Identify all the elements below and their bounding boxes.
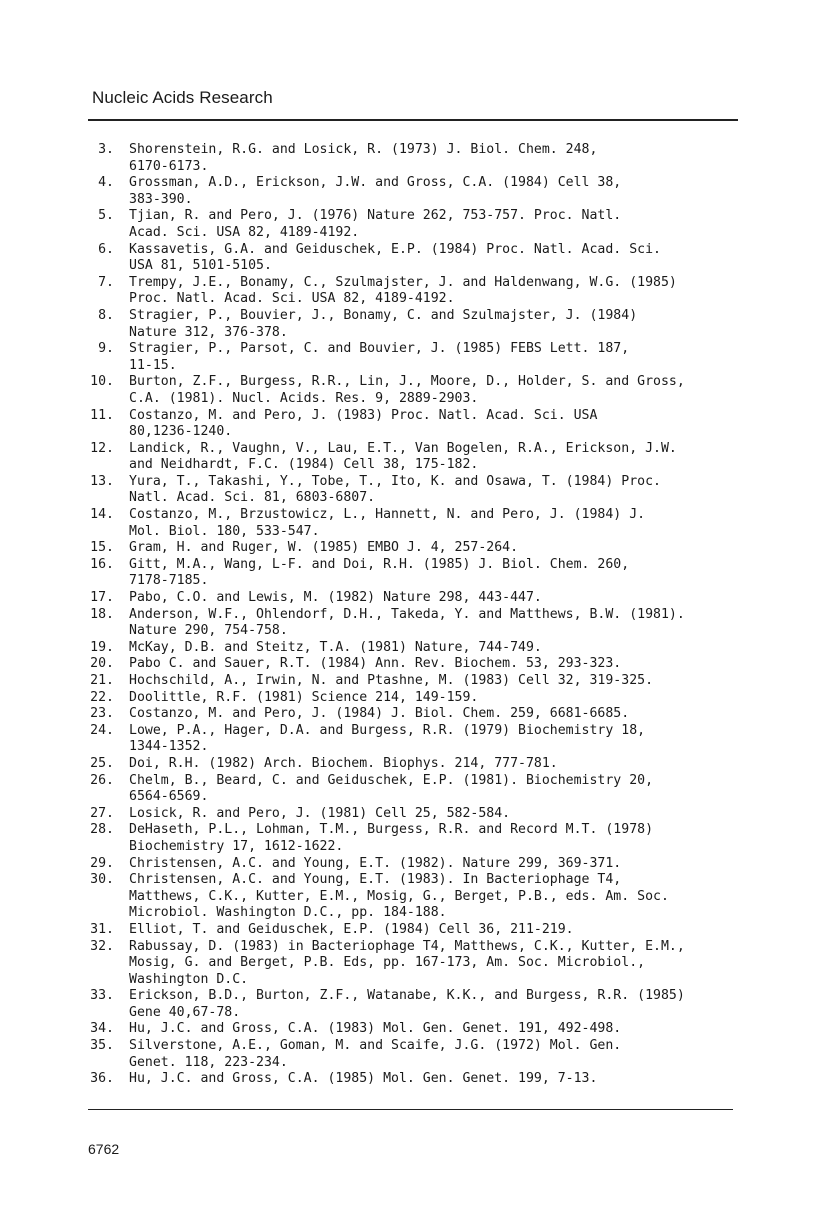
reference-item [80,939,740,989]
reference-text: Hu, J.C. and Gross, C.A. (1983) Mol. Gen. Genet. 191, 492-498. [129,1021,622,1037]
reference-item [80,673,740,690]
reference-text: Losick, R. and Pero, J. (1981) Cell 25, 582-584. [129,805,511,821]
reference-item [80,242,740,275]
reference-item [80,374,740,407]
reference-number: 26. [90,772,114,788]
journal-title: Nucleic Acids Research [92,88,273,107]
reference-list [80,142,740,1088]
reference-text: Kassavetis, G.A. and Geiduschek, E.P. (1984) Proc. Natl. Acad. Sci. USA 81, 5101-5105. [129,241,661,274]
reference-item [80,557,740,590]
reference-item [80,773,740,806]
page-number: 6762 [88,1141,120,1157]
reference-item [80,507,740,540]
reference-text: Pabo C. and Sauer, R.T. (1984) Ann. Rev. Biochem. 53, 293-323. [129,656,622,672]
reference-number: 22. [90,689,114,705]
reference-item [80,208,740,241]
reference-number: 35. [90,1038,114,1054]
reference-text: Hochschild, A., Irwin, N. and Ptashne, M. (1983) Cell 32, 319-325. [129,673,654,688]
reference-item [80,756,740,773]
reference-number: 3. [98,142,114,157]
reference-text: Pabo, C.O. and Lewis, M. (1982) Nature 298, 443-447. [129,590,542,606]
reference-text: McKay, D.B. and Steitz, T.A. (1981) Nature, 744-749. [129,639,542,655]
reference-item [80,1071,740,1088]
reference-text: Gram, H. and Ruger, W. (1985) EMBO J. 4, 257-264. [129,540,519,556]
reference-item [80,856,740,873]
reference-item [80,275,740,308]
reference-text: Landick, R., Vaughn, V., Lau, E.T., Van Bogelen, R.A., Erickson, J.W. and Neidhardt, F.C. (1984) Cell 38, 175-182. [129,440,677,473]
reference-item [80,175,740,208]
reference-text: Lowe, P.A., Hager, D.A. and Burgess, R.R. (1979) Biochemistry 18, 1344-1352. [129,722,646,755]
reference-number: 25. [90,755,114,771]
reference-number: 28. [90,822,114,838]
reference-item [80,806,740,823]
reference-number: 36. [90,1071,114,1087]
reference-item [80,308,740,341]
reference-number: 11. [90,407,114,423]
reference-item [80,656,740,673]
reference-number: 20. [90,656,114,672]
reference-number: 13. [90,473,114,489]
reference-text: Rabussay, D. (1983) in Bacteriophage T4, Matthews, C.K., Kutter, E.M., Mosig, G. and Berget, P.B. Eds, pp. 167-173, Am. Soc. Microbiol., Washington D.C. [129,938,685,987]
reference-number: 16. [90,556,114,572]
reference-item [80,872,740,922]
reference-number: 5. [98,208,114,224]
reference-text: Tjian, R. and Pero, J. (1976) Nature 262, 753-757. Proc. Natl. Acad. Sci. USA 82, 4189-4192. [129,208,622,240]
reference-text: Christensen, A.C. and Young, E.T. (1983). In Bacteriophage T4, Matthews, C.K., Kutter, E.M., Mosig, G., Berget, P.B., eds. Am. Soc. Microbiol. Washington D.C., pp. 184-188. [129,872,669,921]
reference-item [80,607,740,640]
footer-rule [88,1109,733,1110]
reference-text: Anderson, W.F., Ohlendorf, D.H., Takeda, Y. and Matthews, B.W. (1981). Nature 290, 754-758. [129,606,685,639]
reference-text: Doolittle, R.F. (1981) Science 214, 149-159. [129,689,479,705]
reference-item [80,690,740,707]
reference-number: 31. [90,921,114,937]
reference-text: Stragier, P., Parsot, C. and Bouvier, J. (1985) FEBS Lett. 187, 11-15. [129,341,630,373]
reference-item [80,640,740,657]
reference-item [80,590,740,607]
reference-text: Gitt, M.A., Wang, L-F. and Doi, R.H. (1985) J. Biol. Chem. 260, 7178-7185. [129,556,630,589]
reference-item [80,540,740,557]
reference-number: 33. [90,988,114,1004]
reference-number: 27. [90,805,114,821]
reference-item [80,1038,740,1071]
reference-number: 24. [90,722,114,738]
reference-number: 18. [90,606,114,622]
reference-item [80,142,740,175]
reference-number: 4. [98,175,114,191]
reference-number: 19. [90,639,114,655]
reference-text: Costanzo, M. and Pero, J. (1984) J. Biol. Chem. 259, 6681-6685. [129,706,630,722]
reference-item [80,341,740,374]
reference-number: 10. [90,374,114,390]
reference-item [80,988,740,1021]
reference-number: 12. [90,440,114,456]
reference-number: 23. [90,706,114,722]
reference-number: 34. [90,1021,114,1037]
reference-text: Grossman, A.D., Erickson, J.W. and Gross, C.A. (1984) Cell 38, 383-390. [129,175,622,207]
reference-item [80,822,740,855]
reference-item [80,922,740,939]
reference-number: 32. [90,938,114,954]
reference-text: Trempy, J.E., Bonamy, C., Szulmajster, J. and Haldenwang, W.G. (1985) Proc. Natl. Acad. Sci. USA 82, 4189-4192. [129,274,677,307]
reference-number: 15. [90,540,114,556]
reference-number: 9. [98,341,114,357]
reference-item [80,1021,740,1038]
reference-text: Burton, Z.F., Burgess, R.R., Lin, J., Moore, D., Holder, S. and Gross, C.A. (1981). Nucl. Acids. Res. 9, 2889-2903. [129,374,685,406]
reference-number: 8. [98,307,114,323]
reference-text: Silverstone, A.E., Goman, M. and Scaife, J.G. (1972) Mol. Gen. Genet. 118, 223-234. [129,1038,622,1070]
reference-number: 17. [90,590,114,606]
reference-text: DeHaseth, P.L., Lohman, T.M., Burgess, R.R. and Record M.T. (1978) Biochemistry 17, 1612-1622. [129,822,654,854]
reference-number: 7. [98,274,114,290]
reference-text: Yura, T., Takashi, Y., Tobe, T., Ito, K. and Osawa, T. (1984) Proc. Natl. Acad. Sci. 81, 6803-6807. [129,473,661,506]
reference-text: Hu, J.C. and Gross, C.A. (1985) Mol. Gen. Genet. 199, 7-13. [129,1071,598,1087]
reference-item [80,723,740,756]
reference-number: 21. [90,673,114,688]
header-rule [88,119,738,121]
reference-text: Shorenstein, R.G. and Losick, R. (1973) J. Biol. Chem. 248, 6170-6173. [129,142,598,174]
reference-text: Costanzo, M. and Pero, J. (1983) Proc. Natl. Acad. Sci. USA 80,1236-1240. [129,407,598,440]
reference-text: Elliot, T. and Geiduschek, E.P. (1984) Cell 36, 211-219. [129,921,574,937]
reference-number: 14. [90,507,114,523]
reference-item [80,408,740,441]
reference-text: Stragier, P., Bouvier, J., Bonamy, C. and Szulmajster, J. (1984) Nature 312, 376-378. [129,307,638,340]
reference-item [80,441,740,474]
reference-text: Christensen, A.C. and Young, E.T. (1982). Nature 299, 369-371. [129,855,622,871]
reference-text: Costanzo, M., Brzustowicz, L., Hannett, N. and Pero, J. (1984) J. Mol. Biol. 180, 533-547. [129,507,646,539]
reference-number: 6. [98,241,114,257]
reference-text: Doi, R.H. (1982) Arch. Biochem. Biophys. 214, 777-781. [129,755,558,771]
reference-number: 30. [90,872,114,888]
reference-item [80,474,740,507]
reference-text: Chelm, B., Beard, C. and Geiduschek, E.P. (1981). Biochemistry 20, 6564-6569. [129,772,654,805]
reference-item [80,706,740,723]
reference-number: 29. [90,855,114,871]
reference-text: Erickson, B.D., Burton, Z.F., Watanabe, K.K., and Burgess, R.R. (1985) Gene 40,67-78. [129,988,685,1020]
